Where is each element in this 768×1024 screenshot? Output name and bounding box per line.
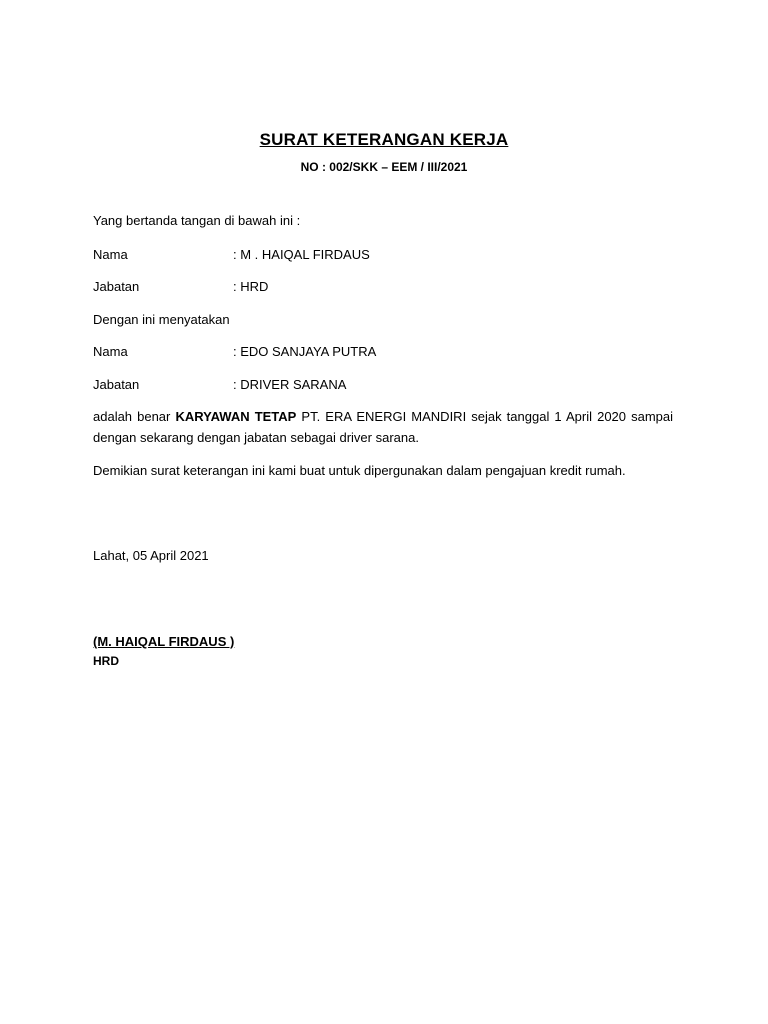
employee-name-label: Nama xyxy=(93,344,128,359)
statement-text-1: adalah benar xyxy=(93,409,176,424)
signer-position-value: : HRD xyxy=(233,279,269,294)
signer-name-row xyxy=(93,247,370,263)
closing-paragraph: Demikian surat keterangan ini kami buat untuk dipergunakan dalam pengajuan kredit rumah. xyxy=(93,463,626,478)
intro-line: Yang bertanda tangan di bawah ini : xyxy=(93,213,301,228)
statement-intro: Dengan ini menyatakan xyxy=(93,312,230,327)
employment-statement-paragraph xyxy=(93,406,673,448)
employee-position-value: : DRIVER SARANA xyxy=(233,377,347,392)
statement-text-2: PT. ERA ENERGI MANDIRI sejak tanggal 1 April 2020 sampai dengan sekarang dengan jabatan sebagai driver sarana. xyxy=(93,409,673,445)
employee-position-row xyxy=(93,377,346,393)
employee-position-label: Jabatan xyxy=(93,377,140,392)
signature-name: (M. HAIQAL FIRDAUS ) xyxy=(93,634,235,649)
signature-role: HRD xyxy=(93,654,119,668)
employment-status: KARYAWAN TETAP xyxy=(175,409,297,424)
employee-name-row xyxy=(93,344,376,360)
signer-name-label: Nama xyxy=(93,247,128,262)
signer-position-row xyxy=(93,279,268,295)
employee-name-value: : EDO SANJAYA PUTRA xyxy=(233,344,377,359)
document-title: SURAT KETERANGAN KERJA xyxy=(259,130,509,149)
signer-position-label: Jabatan xyxy=(93,279,140,294)
place-date: Lahat, 05 April 2021 xyxy=(93,548,209,563)
signer-name-value: : M . HAIQAL FIRDAUS xyxy=(233,247,370,262)
document-number: NO : 002/SKK – EEM / III/2021 xyxy=(300,160,468,174)
